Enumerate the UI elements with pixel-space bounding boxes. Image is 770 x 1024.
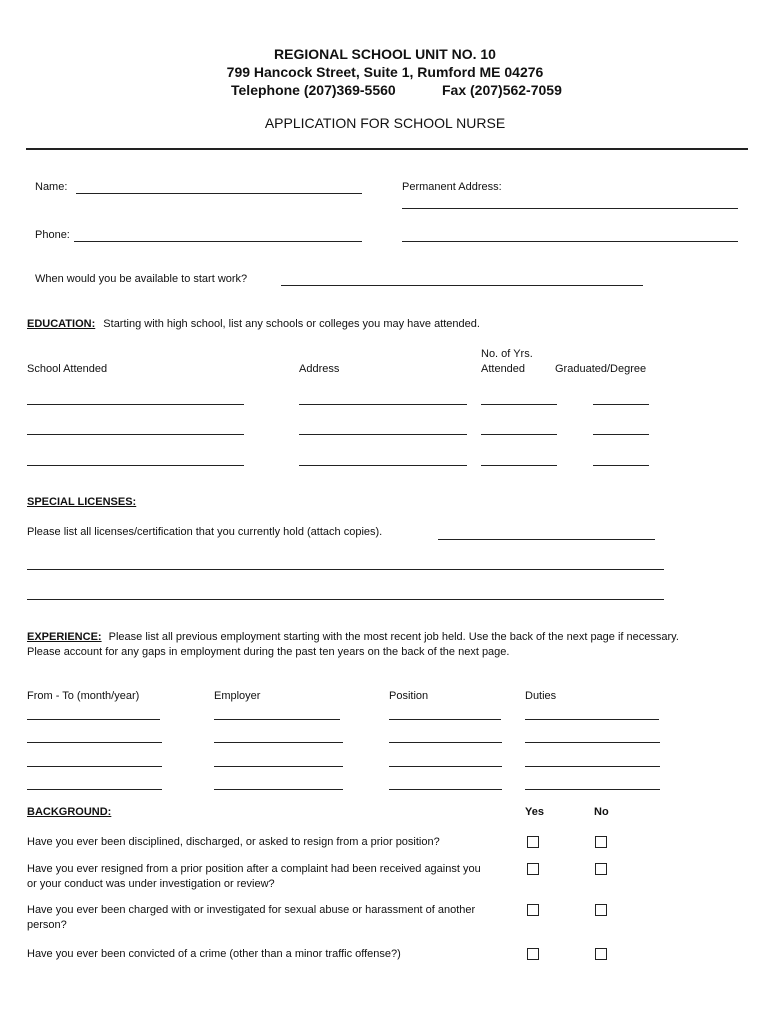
edu-years-field-2[interactable] bbox=[481, 434, 557, 435]
exp-position-field-2[interactable] bbox=[389, 742, 502, 743]
permanent-address-field-1[interactable] bbox=[402, 208, 738, 209]
name-field[interactable] bbox=[76, 193, 362, 194]
licenses-heading: SPECIAL LICENSES: bbox=[27, 496, 137, 508]
exp-duties-field-1[interactable] bbox=[525, 719, 659, 720]
experience-heading: EXPERIENCE: bbox=[27, 631, 102, 643]
edu-address-field-3[interactable] bbox=[299, 465, 467, 466]
background-question-2: Have you ever resigned from a prior position after a complaint had been received against you or your conduct was under investigation or review? bbox=[27, 863, 481, 890]
q2-no-checkbox[interactable] bbox=[595, 863, 607, 875]
edu-school-field-3[interactable] bbox=[27, 465, 244, 466]
edu-address-field-1[interactable] bbox=[299, 404, 467, 405]
phone-field[interactable] bbox=[74, 241, 362, 242]
q3-yes-checkbox[interactable] bbox=[527, 904, 539, 916]
education-heading: EDUCATION: bbox=[27, 318, 96, 330]
form-title: APPLICATION FOR SCHOOL NURSE bbox=[264, 115, 506, 131]
header-divider bbox=[26, 148, 748, 150]
edu-degree-field-3[interactable] bbox=[593, 465, 649, 466]
edu-school-field-1[interactable] bbox=[27, 404, 244, 405]
exp-dates-field-4[interactable] bbox=[27, 789, 162, 790]
col-graduated-degree: Graduated/Degree bbox=[555, 363, 647, 375]
licenses-field-3[interactable] bbox=[27, 599, 664, 600]
q3-no-checkbox[interactable] bbox=[595, 904, 607, 916]
exp-dates-field-2[interactable] bbox=[27, 742, 162, 743]
permanent-address-field-2[interactable] bbox=[402, 241, 738, 242]
education-instruction: Starting with high school, list any schools or colleges you may have attended. bbox=[103, 318, 480, 330]
col-years-line1: No. of Yrs. bbox=[481, 348, 533, 360]
col-school-attended: School Attended bbox=[27, 363, 108, 375]
q4-no-checkbox[interactable] bbox=[595, 948, 607, 960]
background-question-4: Have you ever been convicted of a crime (other than a minor traffic offense?) bbox=[27, 948, 401, 960]
col-address: Address bbox=[299, 363, 340, 375]
background-question-1: Have you ever been disciplined, discharged, or asked to resign from a prior position? bbox=[27, 836, 440, 848]
exp-position-field-4[interactable] bbox=[389, 789, 502, 790]
edu-school-field-2[interactable] bbox=[27, 434, 244, 435]
exp-employer-field-2[interactable] bbox=[214, 742, 343, 743]
exp-dates-field-3[interactable] bbox=[27, 766, 162, 767]
permanent-address-label: Permanent Address: bbox=[402, 181, 502, 193]
org-address: 799 Hancock Street, Suite 1, Rumford ME 04276 bbox=[226, 64, 544, 80]
yes-column-label: Yes bbox=[525, 806, 544, 818]
education-section bbox=[27, 318, 480, 330]
exp-duties-field-4[interactable] bbox=[525, 789, 660, 790]
experience-section bbox=[27, 630, 682, 660]
exp-position-field-1[interactable] bbox=[389, 719, 501, 720]
q1-no-checkbox[interactable] bbox=[595, 836, 607, 848]
col-duties: Duties bbox=[525, 690, 557, 702]
name-label: Name: bbox=[35, 181, 68, 193]
exp-employer-field-3[interactable] bbox=[214, 766, 343, 767]
org-telephone: Telephone (207)369-5560 bbox=[231, 82, 396, 98]
phone-label: Phone: bbox=[35, 229, 70, 241]
exp-employer-field-1[interactable] bbox=[214, 719, 340, 720]
licenses-field-1[interactable] bbox=[438, 539, 655, 540]
edu-years-field-3[interactable] bbox=[481, 465, 557, 466]
edu-degree-field-2[interactable] bbox=[593, 434, 649, 435]
licenses-field-2[interactable] bbox=[27, 569, 664, 570]
background-question-3: Have you ever been charged with or investigated for sexual abuse or harassment of another person? bbox=[27, 904, 476, 931]
exp-duties-field-3[interactable] bbox=[525, 766, 660, 767]
exp-duties-field-2[interactable] bbox=[525, 742, 660, 743]
edu-degree-field-1[interactable] bbox=[593, 404, 649, 405]
background-heading: BACKGROUND: bbox=[27, 806, 112, 818]
no-column-label: No bbox=[594, 806, 609, 818]
col-position: Position bbox=[389, 690, 429, 702]
licenses-instruction: Please list all licenses/certification that you currently hold (attach copies). bbox=[27, 526, 383, 538]
org-name: REGIONAL SCHOOL UNIT NO. 10 bbox=[274, 46, 496, 62]
availability-field[interactable] bbox=[281, 285, 643, 286]
edu-address-field-2[interactable] bbox=[299, 434, 467, 435]
exp-position-field-3[interactable] bbox=[389, 766, 502, 767]
availability-label: When would you be available to start work? bbox=[35, 273, 248, 285]
q4-yes-checkbox[interactable] bbox=[527, 948, 539, 960]
q2-yes-checkbox[interactable] bbox=[527, 863, 539, 875]
org-fax: Fax (207)562-7059 bbox=[442, 82, 562, 98]
col-years-line2: Attended bbox=[481, 363, 526, 375]
q1-yes-checkbox[interactable] bbox=[527, 836, 539, 848]
exp-employer-field-4[interactable] bbox=[214, 789, 343, 790]
experience-instruction: Please list all previous employment starting with the most recent job held. Use the back of the next page if necessary. Please account for any gaps in employment during the past ten years on the back of the next page. bbox=[27, 631, 679, 658]
col-employer: Employer bbox=[214, 690, 261, 702]
col-from-to: From - To (month/year) bbox=[27, 690, 140, 702]
exp-dates-field-1[interactable] bbox=[27, 719, 160, 720]
edu-years-field-1[interactable] bbox=[481, 404, 557, 405]
